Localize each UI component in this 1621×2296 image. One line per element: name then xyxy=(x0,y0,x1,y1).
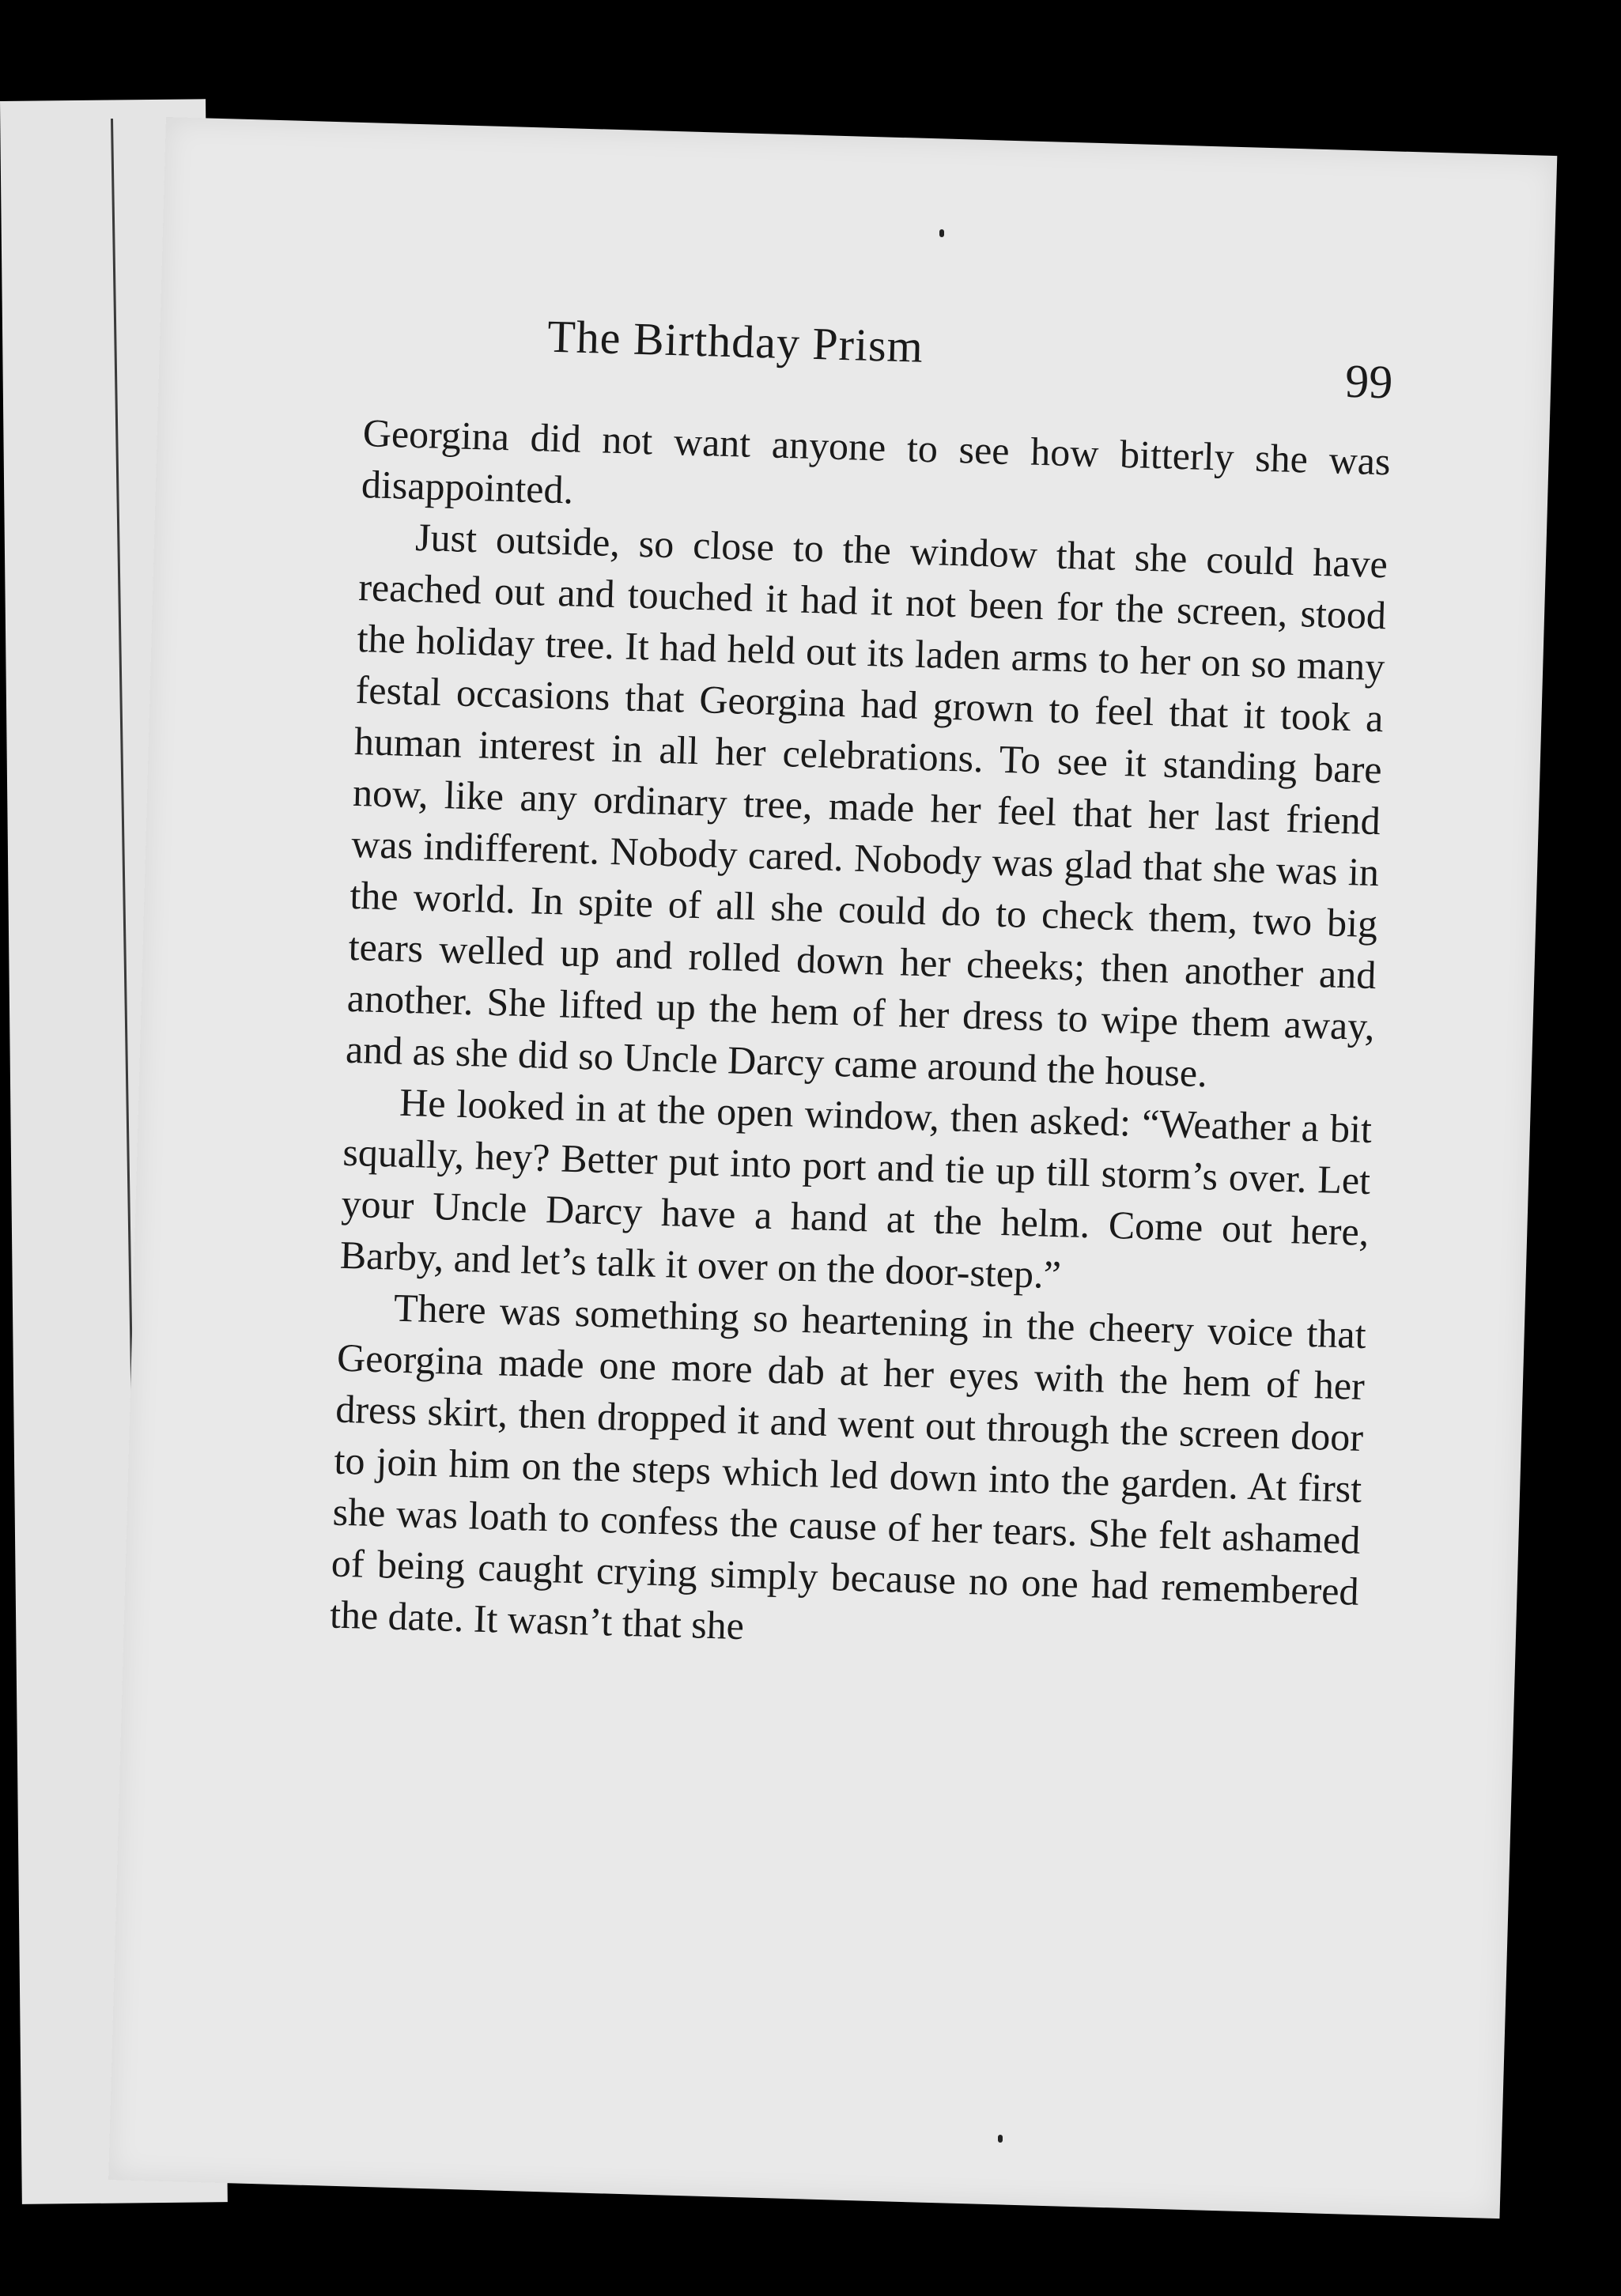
page-content xyxy=(329,304,1394,1669)
paragraph: Just outside, so close to the window that she could have reached out and touched it had it not been for the screen, stood the holiday tree. It had held out its laden arms to her on so many festal occasions that Georgina had grown to feel that it took a human interest in all her celebrations. To see it standing bare now, like any ordinary tree, made her feel that her last friend was indifferent. Nobody cared. Nobody was glad that she was in the world. In spite of all she could do to check them, two big tears welled up and rolled down her cheeks; then another and another. She lifted up the hem of her dress to wipe them away, and as she did so Uncle Darcy came around the house. xyxy=(345,515,1389,1096)
book-page xyxy=(108,117,1557,2219)
page-header xyxy=(364,304,1394,428)
paragraph: There was something so heartening in the cheery voice that Georgina made one more dab at her eyes with the hem of her dress skirt, then dropped it and went out through the screen door to join him on the steps which led down into the garden. At first she was loath to confess the cause of her tears. She felt ashamed of being caught crying simply because no one had remembered the date. It wasn’t that she xyxy=(329,1285,1367,1648)
paragraph: Georgina did not want anyone to see how bitterly she was disappointed. xyxy=(361,410,1392,512)
scan-speck xyxy=(998,2135,1003,2143)
running-title: The Birthday Prism xyxy=(546,310,924,372)
page-number: 99 xyxy=(1344,354,1394,409)
body-text xyxy=(329,407,1391,1669)
paragraph: He looked in at the open window, then asked: “Weather a bit squally, hey? Better put into port and tie up till storm’s over. Let your Uncle Darcy have a hand at the helm. Come out here, Barby, and let’s talk it over on the door-step.” xyxy=(339,1079,1373,1297)
scan-speck xyxy=(939,229,944,237)
